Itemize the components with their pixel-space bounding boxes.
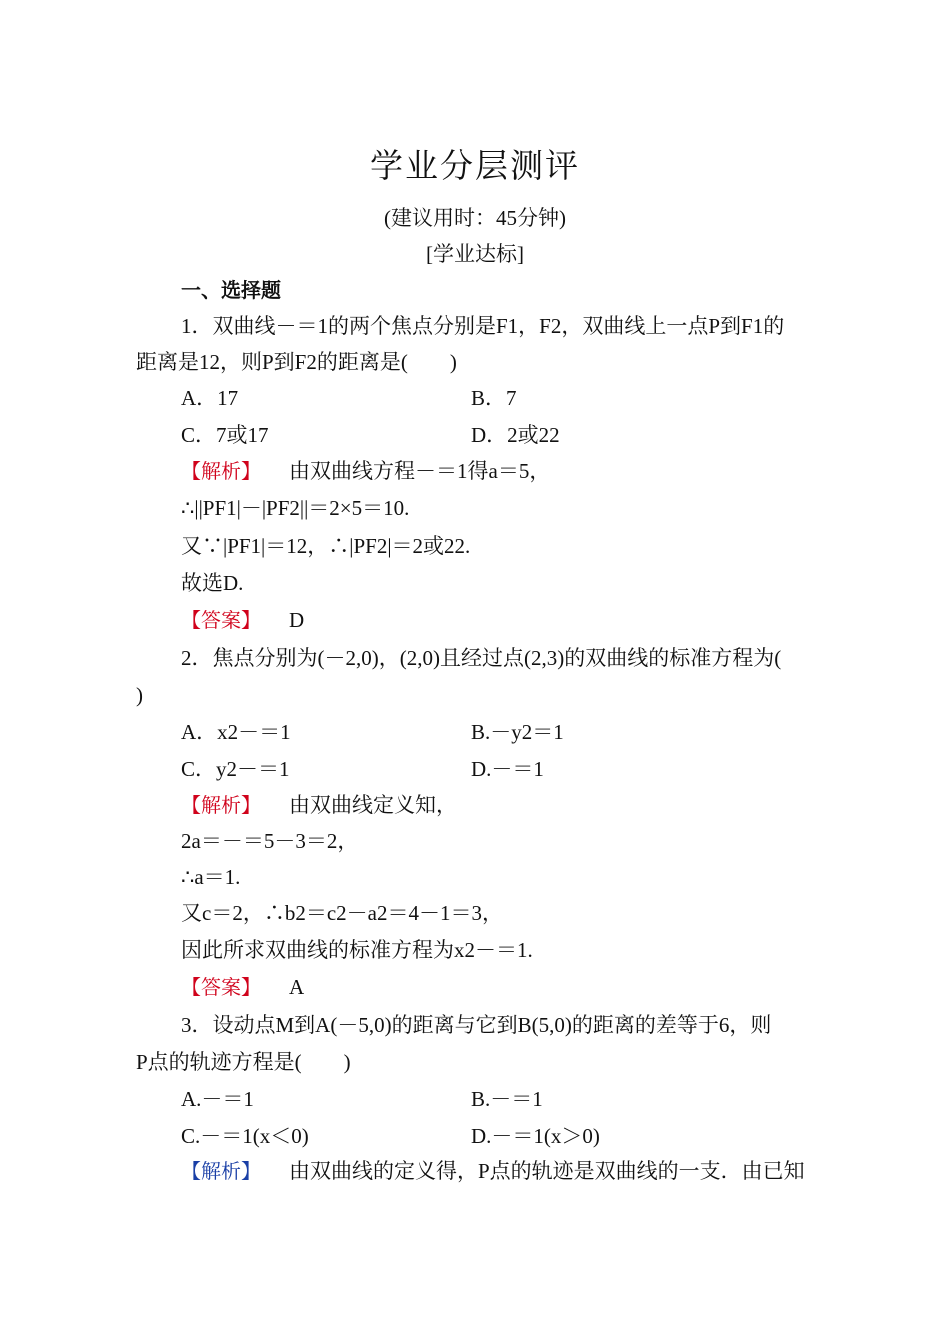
q2-solution-line5: 因此所求双曲线的标准方程为x2－＝1. <box>181 938 533 962</box>
q2-solution-line1 <box>181 791 457 819</box>
q1-stem-line2: 距离是12，则P到F2的距离是( ) <box>136 350 457 374</box>
solution-label: 【解析】 <box>181 459 261 483</box>
q1-stem-line1: 1．双曲线－＝1的两个焦点分别是F1，F2，双曲线上一点P到F1的 <box>181 314 785 338</box>
q1-solution-line4: 故选D. <box>181 571 244 595</box>
answer-label: 【答案】 <box>181 608 261 632</box>
q2-option-b: B.－y2＝1 <box>471 720 564 744</box>
q1-option-b: B．7 <box>471 386 517 410</box>
time-note: (建议用时：45分钟) <box>384 206 566 230</box>
q3-option-c: C.－＝1(x＜0) <box>181 1124 309 1148</box>
q1-solution-line3: 又∵|PF1|＝12，∴|PF2|＝2或22. <box>181 534 471 558</box>
q3-solution-line1 <box>181 1157 805 1185</box>
q1-answer: D <box>289 608 305 632</box>
q2-stem-line2: ) <box>136 683 143 707</box>
q3-option-d: D.－＝1(x＞0) <box>471 1124 600 1148</box>
part-heading: 一、选择题 <box>181 278 281 302</box>
q2-stem-line1: 2．焦点分别为(－2,0)，(2,0)且经过点(2,3)的双曲线的标准方程为( <box>181 646 782 670</box>
q2-option-c: C．y2－＝1 <box>181 757 290 781</box>
q2-option-d: D.－＝1 <box>471 757 544 781</box>
q1-solution-line1 <box>181 457 550 485</box>
q1-option-d: D．2或22 <box>471 423 560 447</box>
section-label: [学业达标] <box>426 242 524 266</box>
q2-option-a: A．x2－＝1 <box>181 720 291 744</box>
q3-stem-line1: 3．设动点M到A(－5,0)的距离与它到B(5,0)的距离的差等于6，则 <box>181 1013 772 1037</box>
q1-answer-line <box>181 606 304 634</box>
q1-option-c: C．7或17 <box>181 423 269 447</box>
q1-option-a: A．17 <box>181 386 239 410</box>
answer-label: 【答案】 <box>181 975 261 999</box>
q2-solution-line2: 2a＝－＝5－3＝2， <box>181 829 359 853</box>
q3-option-a: A.－＝1 <box>181 1087 254 1111</box>
q2-answer-line <box>181 973 304 1001</box>
solution-label: 【解析】 <box>181 1159 261 1183</box>
q2-solution-line4: 又c＝2，∴b2＝c2－a2＝4－1＝3， <box>181 901 503 925</box>
q2-answer: A <box>289 975 305 999</box>
q3-stem-line2: P点的轨迹方程是( ) <box>136 1050 351 1074</box>
solution-label: 【解析】 <box>181 793 261 817</box>
q2-solution-text: 由双曲线定义知， <box>289 793 457 817</box>
q1-solution-text: 由双曲线方程－＝1得a＝5， <box>289 459 551 483</box>
q3-option-b: B.－＝1 <box>471 1087 543 1111</box>
q1-solution-line2: ∴||PF1|－|PF2||＝2×5＝10. <box>181 496 410 520</box>
q3-solution-text: 由双曲线的定义得，P点的轨迹是双曲线的一支．由已知 <box>289 1159 805 1183</box>
q2-solution-line3: ∴a＝1. <box>181 865 241 889</box>
page-title: 学业分层测评 <box>370 149 580 185</box>
